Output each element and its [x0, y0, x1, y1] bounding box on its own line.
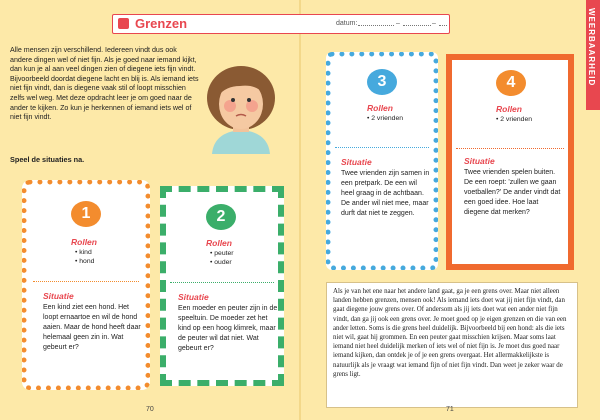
info-text-box — [326, 282, 578, 408]
section-tab — [586, 0, 600, 110]
card-divider — [170, 282, 274, 283]
roles-heading: Rollen — [206, 238, 232, 248]
title-bar — [112, 14, 450, 34]
date-field-year — [439, 25, 447, 26]
situation-heading: Situatie — [43, 291, 74, 301]
role-item: • ouder — [210, 259, 232, 266]
roles-heading: Rollen — [367, 103, 393, 113]
role-card-4 — [446, 54, 574, 270]
role-card-3 — [326, 52, 438, 270]
situation-text: Twee vrienden zijn samen in een pretpark. De een wil heel graag in de achtbaan. De ander wil niet mee, maar durft dat niet te zeggen. — [341, 170, 430, 217]
card-number-badge: 1 — [71, 201, 101, 227]
page-gutter — [299, 0, 301, 420]
role-item: • 2 vrienden — [496, 116, 533, 123]
situation-heading: Situatie — [464, 156, 495, 166]
page-number-left: 70 — [146, 406, 154, 413]
instruction-text: Speel de situaties na. — [10, 155, 85, 164]
page-title: Grenzen — [135, 16, 188, 31]
info-text: Als je van het ene naar het andere land gaat, ga je een grens over. Maar niet alleen landen hebben grenzen, mensen ook! Als iemand iets doet wat jij niet fijn vindt, dan gaat diegene jouw grens over. Of andersom als jij iets doet wat een ander niet fijn vindt, dan ga jij ook een grens over. Je moet goed op je eigen grenzen en die van een ander letten. Soms is die grens heel duidelijk. Bijvoorbeeld bij een hond: als die iets niet wil, gaat hij grommen. En een peuter gaat misschien krijsen. Maar soms laat iemand niet heel duidelijk merken of iets wel of niet fijn is. Je moet dus goed naar iemand kijken, dan ontdek je of je een grens overgaat. Het allermakkelijkste is natuurlijk als je vraagt wat iemand fijn of niet fijn vindt. Dan weet je zeker waar de grens ligt. — [333, 288, 567, 378]
roles-heading: Rollen — [71, 237, 97, 247]
situation-heading: Situatie — [341, 157, 372, 167]
role-card-2 — [160, 186, 284, 386]
situation-text: Een moeder en peuter zijn in de speeltuin. De moeder zet het kind op een hoog klimrek, maar de peuter wil dat niet. Wat gebeurt er? — [178, 305, 278, 352]
card-number-badge: 3 — [367, 69, 397, 95]
date-field-month — [403, 25, 431, 26]
role-item: • hond — [75, 258, 95, 265]
child-face-illustration — [200, 58, 282, 154]
date-separator: – — [396, 20, 400, 27]
card-number-badge: 2 — [206, 204, 236, 230]
card-divider — [33, 281, 139, 282]
title-square-icon — [118, 18, 129, 29]
roles-heading: Rollen — [496, 104, 522, 114]
intro-text: Alle mensen zijn verschillend. Iedereen vindt dus ook andere dingen wel of niet fijn. Als je goed naar iemand kijkt, dan kun je al aan veel dingen zien of diegene iets fijn vindt. Bijvoorbeeld doordat diegene lacht en blij is. Als iemand iets niet fijn vindt, dan is diegene vaak stil of loopt misschien zelfs wel weg. Met deze opdracht leer je om goed naar de ander te kijken. Zo kun je herkennen of iemand iets wel of niet fijn vindt. — [10, 46, 199, 122]
situation-text: Twee vrienden spelen buiten. De een roept: 'zullen we gaan voetballen?' De ander vindt dat een goed idee. Hoe laat diegene dat merken? — [464, 169, 561, 216]
role-card-1 — [22, 180, 150, 390]
role-item: • peuter — [210, 250, 234, 257]
situation-heading: Situatie — [178, 292, 209, 302]
role-item: • kind — [75, 249, 92, 256]
date-label: datum: — [336, 20, 358, 27]
date-separator: – — [432, 20, 436, 27]
date-field-day — [358, 25, 394, 26]
role-item: • 2 vrienden — [367, 115, 404, 122]
card-divider — [335, 147, 429, 148]
situation-text: Een kind ziet een hond. Het loopt ernaartoe en wil de hond aaien. Maar de hond heeft daar helemaal geen zin in. Wat gebeurt er? — [43, 304, 141, 351]
page-number-right: 71 — [446, 406, 454, 413]
card-number-badge: 4 — [496, 70, 526, 96]
card-divider — [456, 148, 564, 149]
section-tab-label: WEERBAARHEID — [587, 8, 596, 87]
